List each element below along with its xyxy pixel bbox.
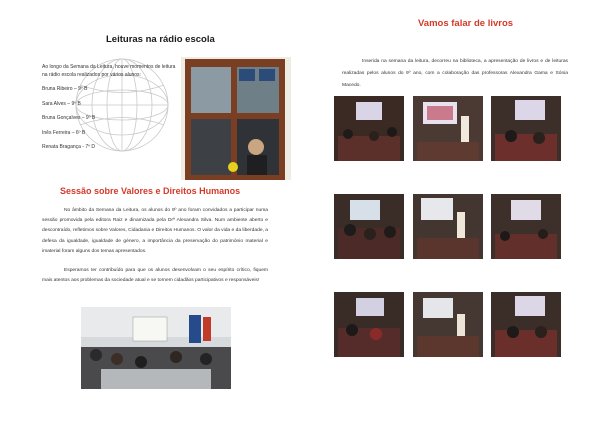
library-photo (413, 292, 483, 357)
library-photo (413, 96, 483, 161)
radio-section-title: Leituras na rádio escola (106, 34, 215, 45)
radio-booth-photo (181, 57, 291, 180)
radio-intro-text: Ao longo da Semana da Leitura, houve momentos de leitura na rádio escola realizados por vários alunos: (42, 64, 176, 78)
list-item: Sara Alves – 9º B (42, 100, 81, 107)
list-item: Inês Ferreira – 6º B (42, 129, 86, 136)
right-page (300, 0, 600, 424)
library-photo (334, 96, 404, 161)
library-photo (491, 194, 561, 259)
library-photo (334, 194, 404, 259)
list-item: Bruna Ribeiro – 9º B (42, 86, 88, 92)
books-section-title: Vamos falar de livros (418, 18, 514, 29)
library-photo (491, 96, 561, 161)
books-paragraph: Inserida na semana da leitura, decorreu na biblioteca, a apresentação de livros e de leituras realizadas pelos alunos do 9º ano, com a colaboração das professoras Alexandra Gama e Sónia Macedo. (342, 59, 568, 88)
values-paragraph-1: No âmbito da Semana da Leitura, os alunos do 9º ano foram convidados a participar numa sessão promovida pela editora Raiz e dinamizada pela Drª Alexandra Silva. Num ambiente aberto e descontraído, refletimos sobre Valores, Cidadania e Direitos Humanos. O valor da vida e da liberdade, a defesa da igualdade, igualdade de género, a importância da preservação do património material e imaterial foram alguns dos temas apresentados. (42, 208, 268, 254)
session-classroom-photo (81, 307, 231, 389)
list-item: Renata Bragança - 7º D (42, 144, 95, 150)
library-photo (334, 292, 404, 357)
library-photo (413, 194, 483, 259)
library-photo (491, 292, 561, 357)
student-list (42, 85, 95, 158)
values-section-title: Sessão sobre Valores e Direitos Humanos (60, 186, 241, 196)
values-paragraph-2: Esperamos ter contribuído para que os alunos desenvolvam o seu espírito crítico, fiquem mais atentos aos problemas da sociedade atual e se tornem cidadãos participativos e responsáveis! (42, 268, 268, 284)
list-item: Bruna Gonçalves – 9º B (42, 115, 96, 121)
